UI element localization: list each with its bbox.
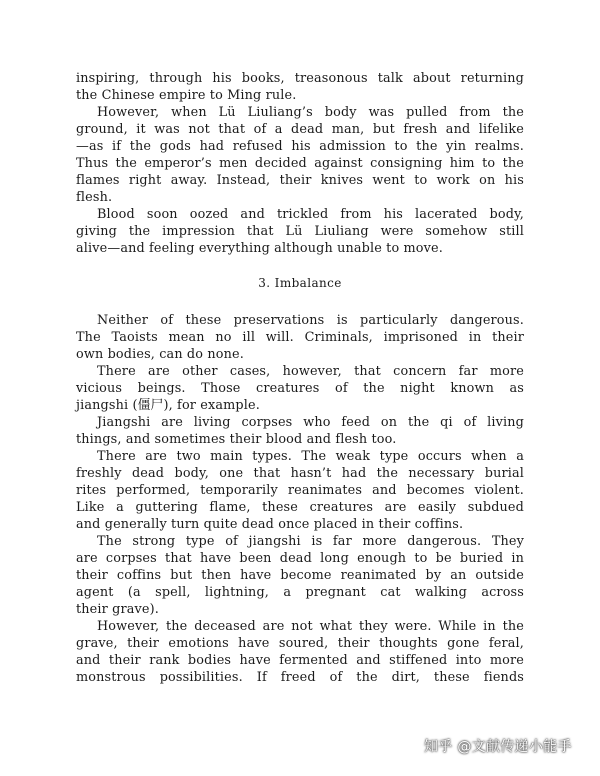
paragraph <box>76 363 524 414</box>
top-section <box>76 70 524 257</box>
text-line: their coffins but then have become reanimated by an outside <box>76 568 524 583</box>
text-line: There are other cases, however, that concern far more <box>97 364 524 379</box>
text-line: Like a guttering flame, these creatures are easily subdued <box>76 500 524 515</box>
text-line: Thus the emperor’s men decided against consigning him to the <box>76 156 524 171</box>
text-line: The strong type of jiangshi is far more dangerous. They <box>97 534 524 549</box>
paragraph <box>76 533 524 618</box>
paragraph <box>76 414 524 448</box>
paragraph <box>76 618 524 686</box>
text-line: monstrous possibilities. If freed of the dirt, these fiends <box>76 670 524 685</box>
paragraph <box>76 312 524 363</box>
paragraph <box>76 448 524 533</box>
text-line: and their rank bodies have fermented and stiffened into more <box>76 653 524 668</box>
paragraph <box>76 104 524 206</box>
text-line: inspiring, through his books, treasonous talk about returning <box>76 71 524 86</box>
paragraph <box>76 206 524 257</box>
text-line: vicious beings. Those creatures of the night known as <box>76 381 524 396</box>
text-line: However, when Lü Liuliang’s body was pulled from the <box>97 105 524 120</box>
document-page <box>76 70 524 686</box>
text-line: own bodies, can do none. <box>76 347 244 362</box>
text-line: their grave). <box>76 602 159 617</box>
text-line: and generally turn quite dead once placed in their coffins. <box>76 517 464 532</box>
text-line: The Taoists mean no ill will. Criminals, imprisoned in their <box>76 330 524 345</box>
text-line: alive—and feeling everything although unable to move. <box>76 241 443 256</box>
text-line: ground, it was not that of a dead man, but fresh and lifelike <box>76 122 524 137</box>
text-line: However, the deceased are not what they were. While in the <box>97 619 524 634</box>
text-line: agent (a spell, lightning, a pregnant cat walking across <box>76 585 524 600</box>
paragraph <box>76 70 524 104</box>
bottom-section <box>76 312 524 686</box>
text-line: the Chinese empire to Ming rule. <box>76 88 297 103</box>
text-line: freshly dead body, one that hasn’t had the necessary burial <box>76 466 524 481</box>
text-line: are corpses that have been dead long enough to be buried in <box>76 551 524 566</box>
text-line: —as if the gods had refused his admission to the yin realms. <box>76 139 524 154</box>
text-line: flames right away. Instead, their knives went to work on his <box>76 173 524 188</box>
text-line: jiangshi (僵尸), for example. <box>76 398 260 413</box>
text-line: flesh. <box>76 190 113 205</box>
text-line: Jiangshi are living corpses who feed on the qi of living <box>97 415 524 430</box>
text-line: rites performed, temporarily reanimates and becomes violent. <box>76 483 524 498</box>
watermark: 知乎 @文献传递小能手 <box>424 739 572 755</box>
text-line: Blood soon oozed and trickled from his lacerated body, <box>97 207 524 222</box>
text-line: Neither of these preservations is particularly dangerous. <box>97 313 524 328</box>
section-heading: 3. Imbalance <box>258 276 342 290</box>
text-line: things, and sometimes their blood and flesh too. <box>76 432 397 447</box>
text-line: giving the impression that Lü Liuliang were somehow still <box>76 224 524 239</box>
text-line: grave, their emotions have soured, their thoughts gone feral, <box>76 636 524 651</box>
text-line: There are two main types. The weak type occurs when a <box>97 449 524 464</box>
